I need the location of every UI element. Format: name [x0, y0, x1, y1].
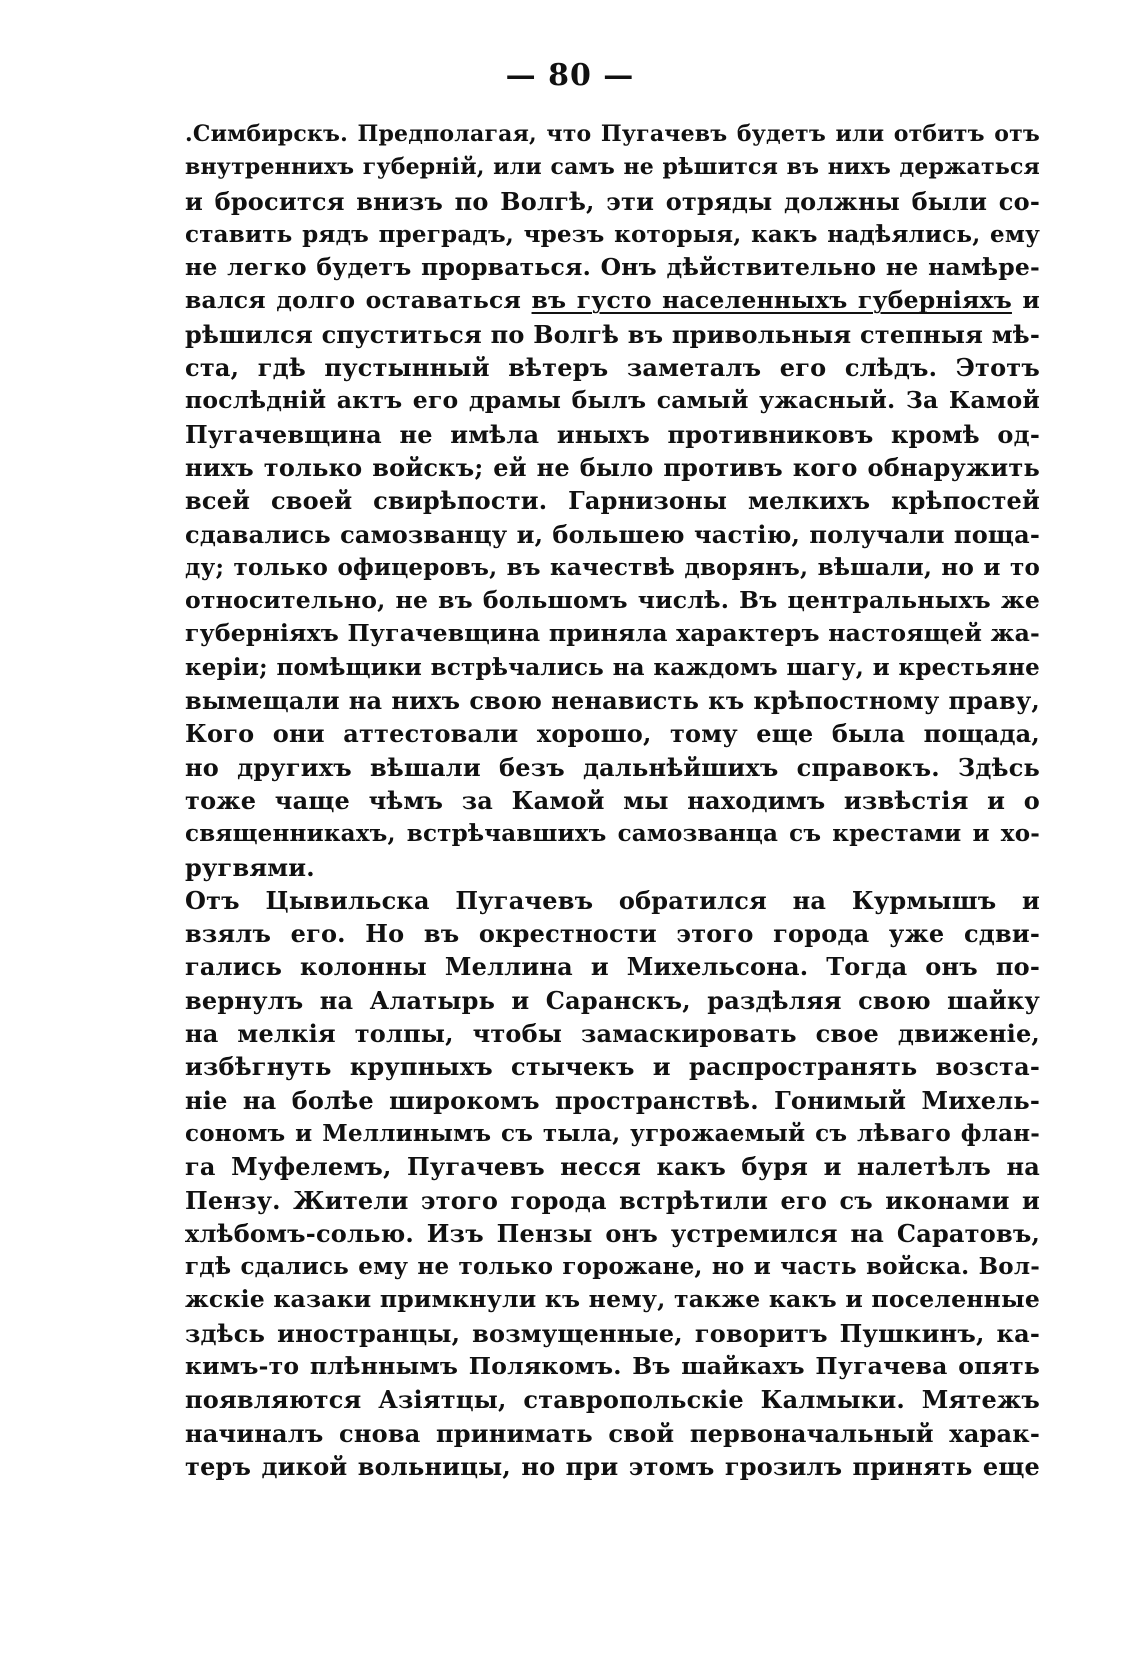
text-line: сдавались самозванцу и, большею частію, получали поща- [185, 519, 1040, 549]
text-segment: вался долго оставаться [185, 286, 532, 315]
page-number: — 80 — [505, 58, 635, 93]
text-line: относительно, не въ большомъ числѣ. Въ центральныхъ же [185, 586, 1040, 615]
paragraph [185, 884, 1040, 1483]
text-line: гдѣ сдались ему не только горожане, но и часть войска. Вол- [185, 1253, 1040, 1281]
text-line: хлѣбомъ-солью. Изъ Пензы онъ устремился на Саратовъ, [185, 1218, 1040, 1248]
text-line: на мелкія толпы, чтобы замаскировать свое движеніе, [185, 1019, 1040, 1049]
text-line: Отъ Цывильска Пугачевъ обратился на Курмышъ и [185, 885, 1040, 915]
text-line: послѣдній актъ его драмы былъ самый ужасный. За Камой [185, 386, 1040, 415]
text-line: ду; только офицеровъ, въ качествѣ дворянъ, вѣшали, но и то [185, 553, 1040, 581]
text-line: Пензу. Жители этого города встрѣтили его съ иконами и [185, 1185, 1040, 1215]
text-line: но другихъ вѣшали безъ дальнѣйшихъ справокъ. Здѣсь [185, 752, 1040, 782]
text-line: рѣшился спуститься по Волгѣ въ привольныя степныя мѣ- [185, 319, 1040, 349]
text-line: начиналъ снова принимать свой первоначальный харак- [185, 1418, 1040, 1448]
paragraph [185, 118, 1040, 884]
text-line: появляются Азіятцы, ставропольскіе Калмыки. Мятежъ [185, 1385, 1040, 1415]
text-line: Пугачевщина не имѣла иныхъ противниковъ кромѣ од- [185, 419, 1040, 449]
text-line: избѣгнуть крупныхъ стычекъ и распространять возста- [185, 1052, 1040, 1082]
text-line: всей своей свирѣпости. Гарнизоны мелкихъ крѣпостей [185, 486, 1040, 516]
text-line: взялъ его. Но въ окрестности этого города уже сдви- [185, 919, 1040, 949]
text-line [185, 284, 1040, 317]
text-line: не легко будетъ прорваться. Онъ дѣйствительно не намѣре- [185, 253, 1040, 282]
text-line: и бросится внизъ по Волгѣ, эти отряды должны были со- [185, 186, 1040, 216]
text-line: нихъ только войскъ; ей не было противъ кого обнаружить [185, 452, 1040, 482]
text-line: .Симбирскъ. Предполагая, что Пугачевъ будетъ или отбитъ отъ [185, 121, 1040, 147]
text-line: ста, гдѣ пустынный вѣтеръ заметалъ его слѣдъ. Этотъ [185, 353, 1040, 383]
body-text [185, 118, 1040, 1483]
text-line: священникахъ, встрѣчавшихъ самозванца съ крестами и хо- [185, 820, 1040, 848]
text-line: Кого они аттестовали хорошо, тому еще была пощада, [185, 719, 1040, 749]
text-line: вымещали на нихъ свою ненависть къ крѣпостному праву, [185, 686, 1040, 716]
text-line: гались колонны Меллина и Михельсона. Тогда онъ по- [185, 952, 1040, 982]
underlined-phrase: въ густо населенныхъ губерніяхъ [531, 286, 1012, 315]
text-line: теръ дикой вольницы, но при этомъ грозилъ принять еще [185, 1451, 1040, 1481]
text-line: кимъ-то плѣннымъ Полякомъ. Въ шайкахъ Пугачева опять [185, 1351, 1040, 1380]
text-line: вернулъ на Алатырь и Саранскъ, раздѣляя свою шайку [185, 985, 1040, 1015]
text-line: здѣсь иностранцы, возмущенные, говоритъ Пушкинъ, ка- [185, 1318, 1040, 1348]
text-line: губерніяхъ Пугачевщина приняла характеръ настоящей жа- [185, 619, 1040, 648]
text-line: га Муфелемъ, Пугачевъ несся какъ буря и налетѣлъ на [185, 1152, 1040, 1182]
text-line: ставить рядъ преградъ, чрезъ которыя, какъ надѣялись, ему [185, 220, 1040, 248]
text-segment: и [1011, 286, 1040, 315]
text-line: внутреннихъ губерній, или самъ не рѣшится въ нихъ держаться [185, 154, 1040, 181]
text-line: тоже чаще чѣмъ за Камой мы находимъ извѣстія и о [185, 785, 1040, 815]
text-line: сономъ и Меллинымъ съ тыла, угрожаемый съ лѣваго флан- [185, 1119, 1040, 1147]
text-line: ругвями. [185, 852, 315, 882]
text-line: керіи; помѣщики встрѣчались на каждомъ шагу, и крестьяне [185, 653, 1040, 681]
text-line: ніе на болѣе широкомъ пространствѣ. Гонимый Михель- [185, 1085, 1040, 1115]
text-line: жскіе казаки примкнули къ нему, также какъ и поселенные [185, 1285, 1040, 1314]
